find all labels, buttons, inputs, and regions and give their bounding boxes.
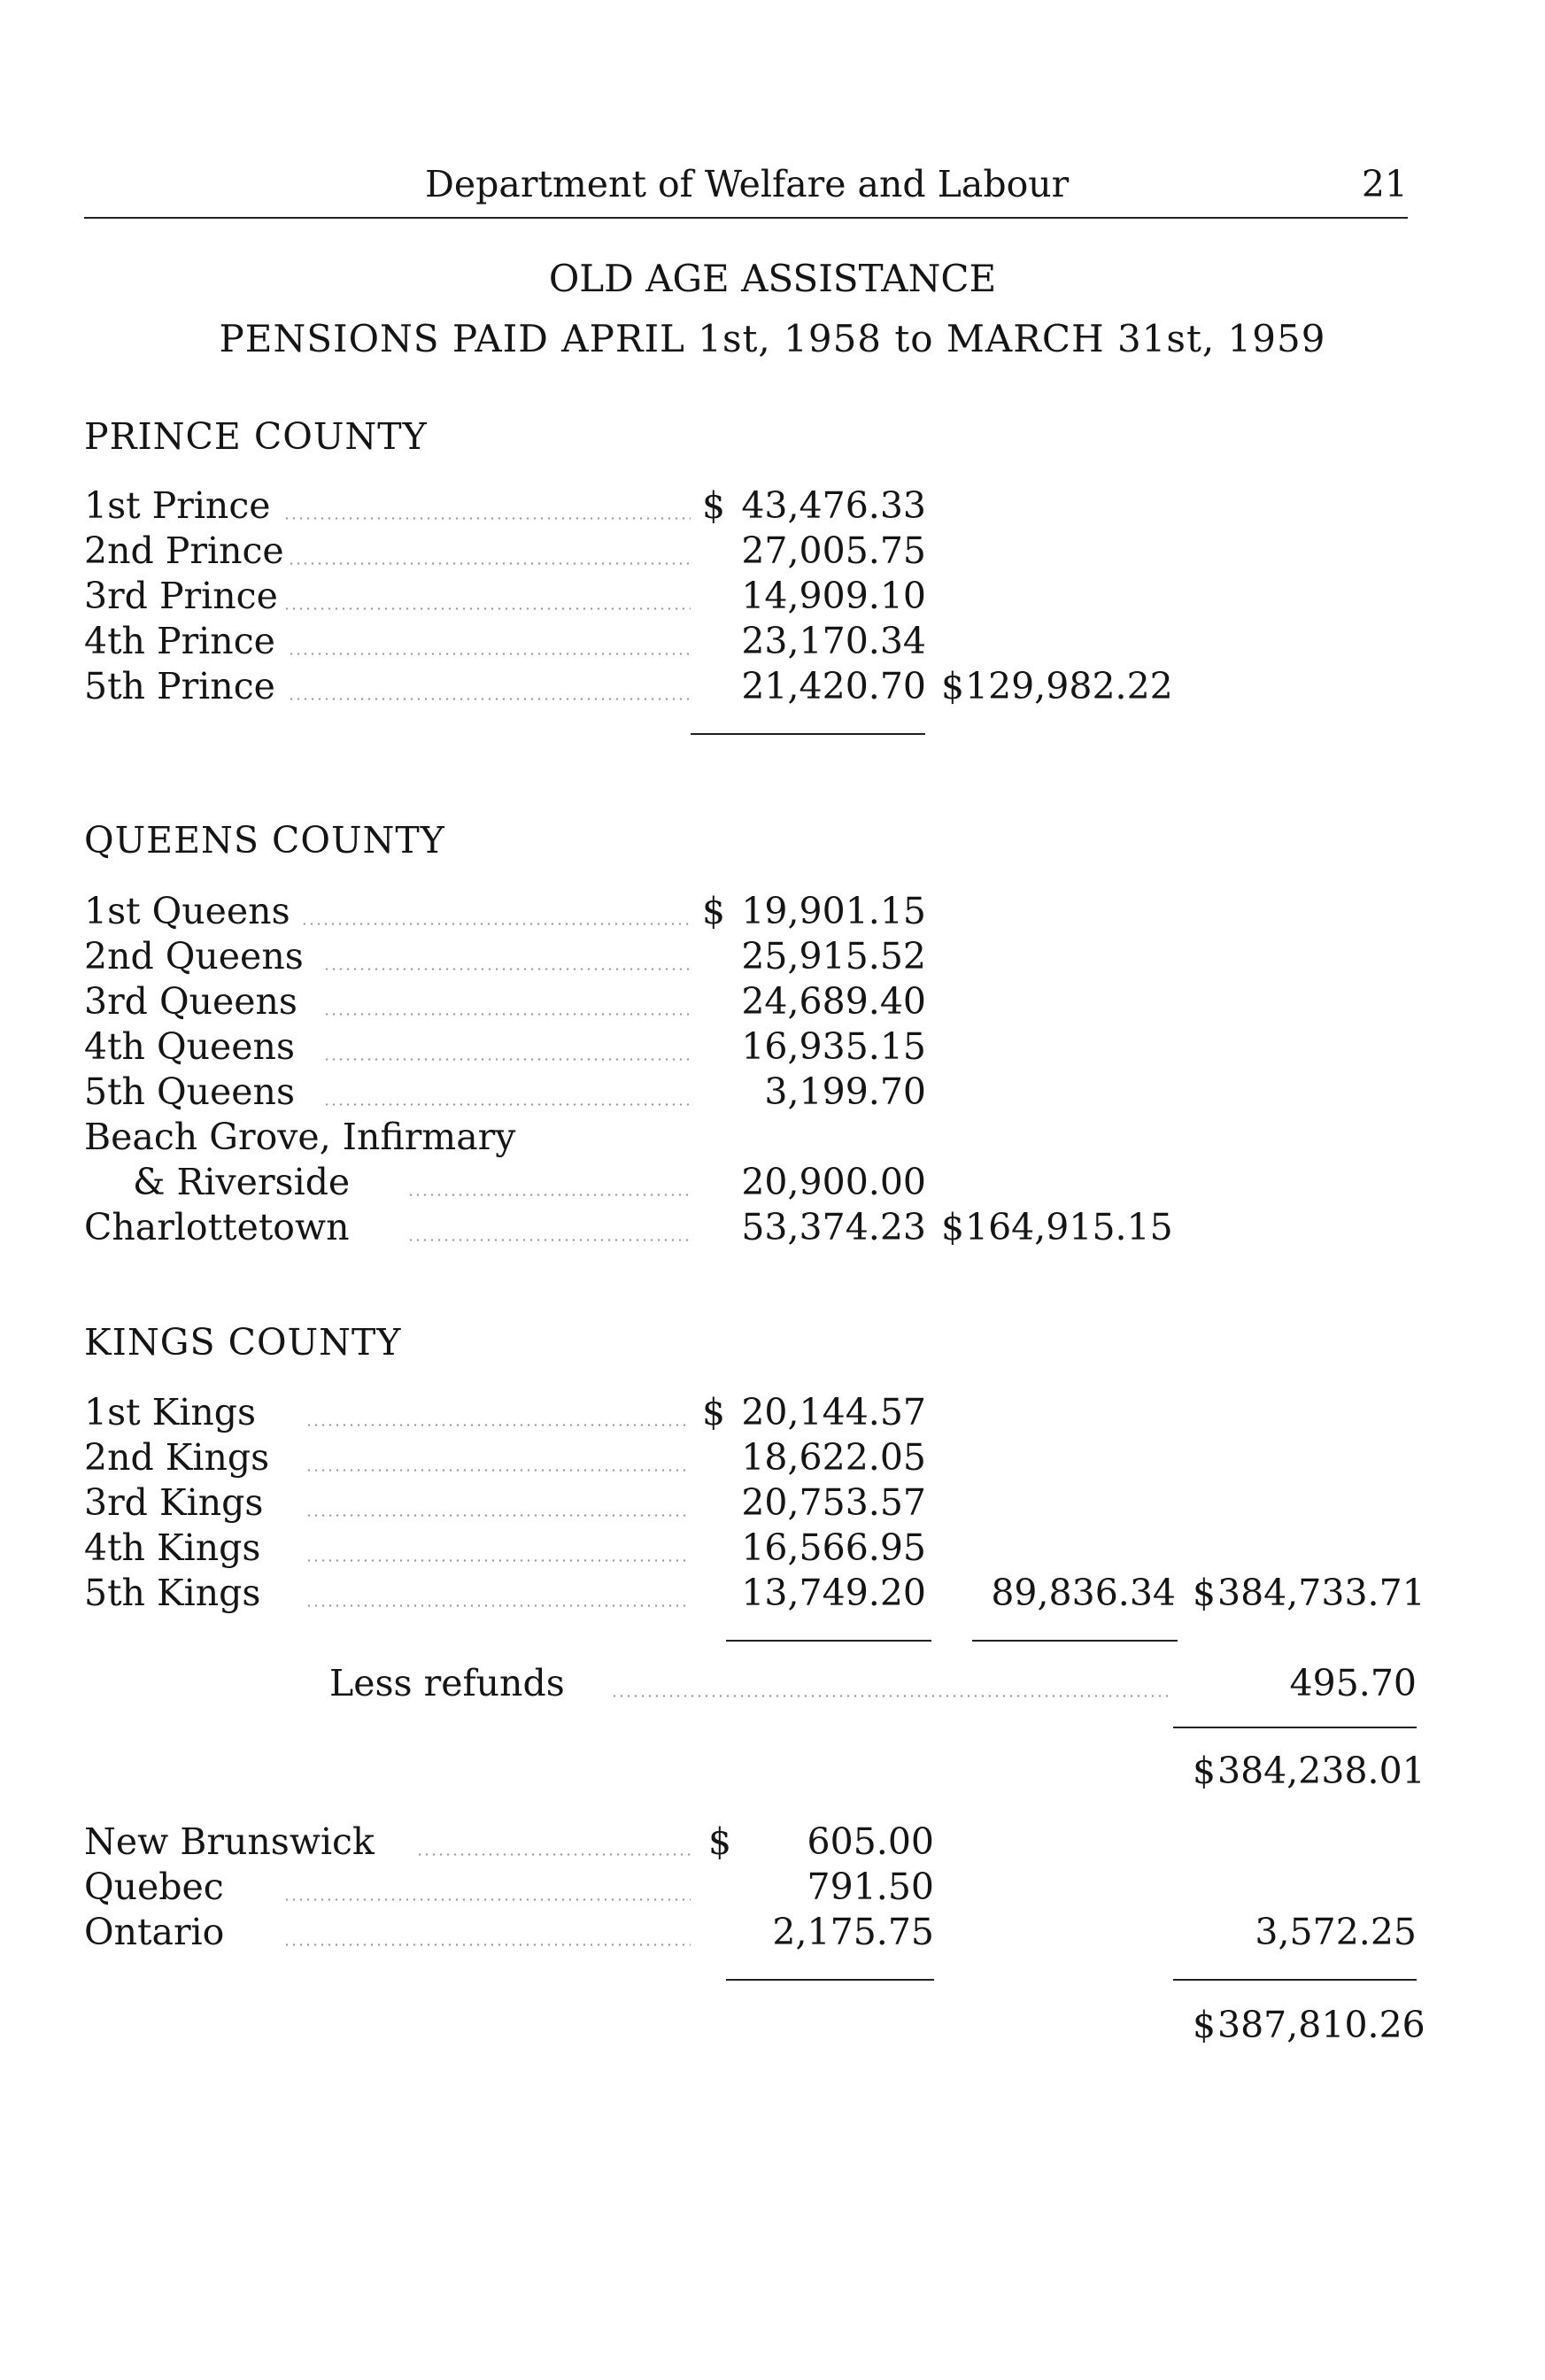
row-amount: 791.50 — [807, 1866, 934, 1908]
leader-dots — [283, 1898, 691, 1901]
row-amount: 19,901.15 — [741, 890, 926, 932]
leader-dots — [305, 1559, 691, 1562]
less-refunds-label: Less refunds — [329, 1662, 565, 1704]
row-amount: 23,170.34 — [741, 620, 926, 662]
leader-dots — [323, 968, 691, 970]
row-label: 4th Kings — [84, 1526, 261, 1569]
row-amount: 21,420.70 — [741, 665, 926, 707]
row-label: Quebec — [84, 1866, 224, 1908]
dollar-sign: $ — [702, 1391, 726, 1433]
less-refunds-amount: 495.70 — [1289, 1662, 1417, 1704]
running-header: Department of Welfare and Labour — [425, 163, 1070, 205]
row-amount: 20,753.57 — [741, 1481, 926, 1524]
row-label: New Brunswick — [84, 1820, 375, 1863]
row-amount: 24,689.40 — [741, 980, 926, 1023]
row-label: 2nd Kings — [84, 1436, 270, 1479]
subtotal-rule — [972, 1640, 1178, 1642]
row-amount: 18,622.05 — [741, 1436, 926, 1479]
section-heading-kings: KINGS COUNTY — [84, 1321, 402, 1364]
leader-dots — [301, 923, 691, 925]
row-label: 1st Prince — [84, 484, 271, 527]
grand-total: 384,733.71 — [1217, 1572, 1425, 1614]
row-label: 2nd Queens — [84, 935, 304, 978]
row-label: Charlottetown — [84, 1206, 350, 1248]
page-number: 21 — [1361, 163, 1408, 205]
header-rule — [84, 217, 1408, 219]
row-amount: 14,909.10 — [741, 575, 926, 617]
row-label: 5th Prince — [84, 665, 275, 707]
row-amount: 43,476.33 — [741, 484, 926, 527]
subtotal-rule — [691, 733, 925, 735]
leader-dots — [305, 1604, 691, 1607]
provinces-total: 3,572.25 — [1255, 1911, 1417, 1953]
page-subtitle: PENSIONS PAID APRIL 1st, 1958 to MARCH 31st, 1959 — [219, 317, 1326, 360]
row-amount: 20,900.00 — [741, 1161, 926, 1203]
leader-dots — [305, 1469, 691, 1472]
row-label: Ontario — [84, 1911, 225, 1953]
dollar-sign: $ — [702, 890, 726, 932]
row-amount: 53,374.23 — [741, 1206, 926, 1248]
row-amount: 16,566.95 — [741, 1526, 926, 1569]
leader-dots — [323, 1058, 691, 1061]
dollar-sign: $ — [708, 1820, 732, 1863]
row-amount: 2,175.75 — [772, 1911, 934, 1953]
leader-dots — [323, 1013, 691, 1016]
row-amount: 20,144.57 — [741, 1391, 926, 1433]
row-amount: 27,005.75 — [741, 529, 926, 572]
dollar-sign: $ — [941, 1206, 965, 1248]
leader-dots — [283, 1943, 691, 1946]
row-label: 3rd Kings — [84, 1481, 264, 1524]
leader-dots — [611, 1695, 1169, 1697]
row-label: 5th Queens — [84, 1070, 295, 1113]
leader-dots — [283, 607, 691, 610]
leader-dots — [407, 1239, 691, 1241]
row-label: 1st Kings — [84, 1391, 257, 1433]
county-total: 129,982.22 — [965, 665, 1173, 707]
dollar-sign: $ — [1193, 2004, 1217, 2046]
dollar-sign: $ — [702, 484, 726, 527]
leader-dots — [305, 1514, 691, 1517]
row-amount: 3,199.70 — [764, 1070, 926, 1113]
row-label: 4th Prince — [84, 620, 275, 662]
leader-dots — [283, 517, 691, 520]
row-amount: 13,749.20 — [741, 1572, 926, 1614]
row-label: 1st Queens — [84, 890, 290, 932]
row-label: Beach Grove, Infirmary — [84, 1116, 516, 1158]
leader-dots — [416, 1853, 691, 1856]
total-rule — [1173, 1979, 1417, 1981]
section-heading-prince: PRINCE COUNTY — [84, 415, 428, 458]
final-total: 387,810.26 — [1217, 2004, 1425, 2046]
total-rule — [1173, 1727, 1417, 1728]
row-label: 2nd Prince — [84, 529, 284, 572]
county-subtotal: 89,836.34 — [991, 1572, 1176, 1614]
row-label: 4th Queens — [84, 1025, 295, 1068]
section-heading-queens: QUEENS COUNTY — [84, 819, 445, 862]
dollar-sign: $ — [941, 665, 965, 707]
row-amount: 25,915.52 — [741, 935, 926, 978]
leader-dots — [288, 698, 691, 700]
row-label: 3rd Prince — [84, 575, 278, 617]
leader-dots — [407, 1194, 691, 1196]
dollar-sign: $ — [1193, 1572, 1217, 1614]
subtotal-rule — [726, 1979, 934, 1981]
leader-dots — [288, 562, 691, 565]
net-total: 384,238.01 — [1217, 1750, 1425, 1792]
row-amount: 605.00 — [807, 1820, 934, 1863]
page-title: OLD AGE ASSISTANCE — [548, 257, 997, 300]
row-label: 5th Kings — [84, 1572, 261, 1614]
county-total: 164,915.15 — [965, 1206, 1173, 1248]
row-amount: 16,935.15 — [741, 1025, 926, 1068]
row-label: 3rd Queens — [84, 980, 297, 1023]
subtotal-rule — [726, 1640, 931, 1642]
leader-dots — [323, 1103, 691, 1106]
row-label-continued: & Riverside — [133, 1161, 351, 1203]
leader-dots — [305, 1424, 691, 1426]
dollar-sign: $ — [1193, 1750, 1217, 1792]
leader-dots — [288, 653, 691, 655]
